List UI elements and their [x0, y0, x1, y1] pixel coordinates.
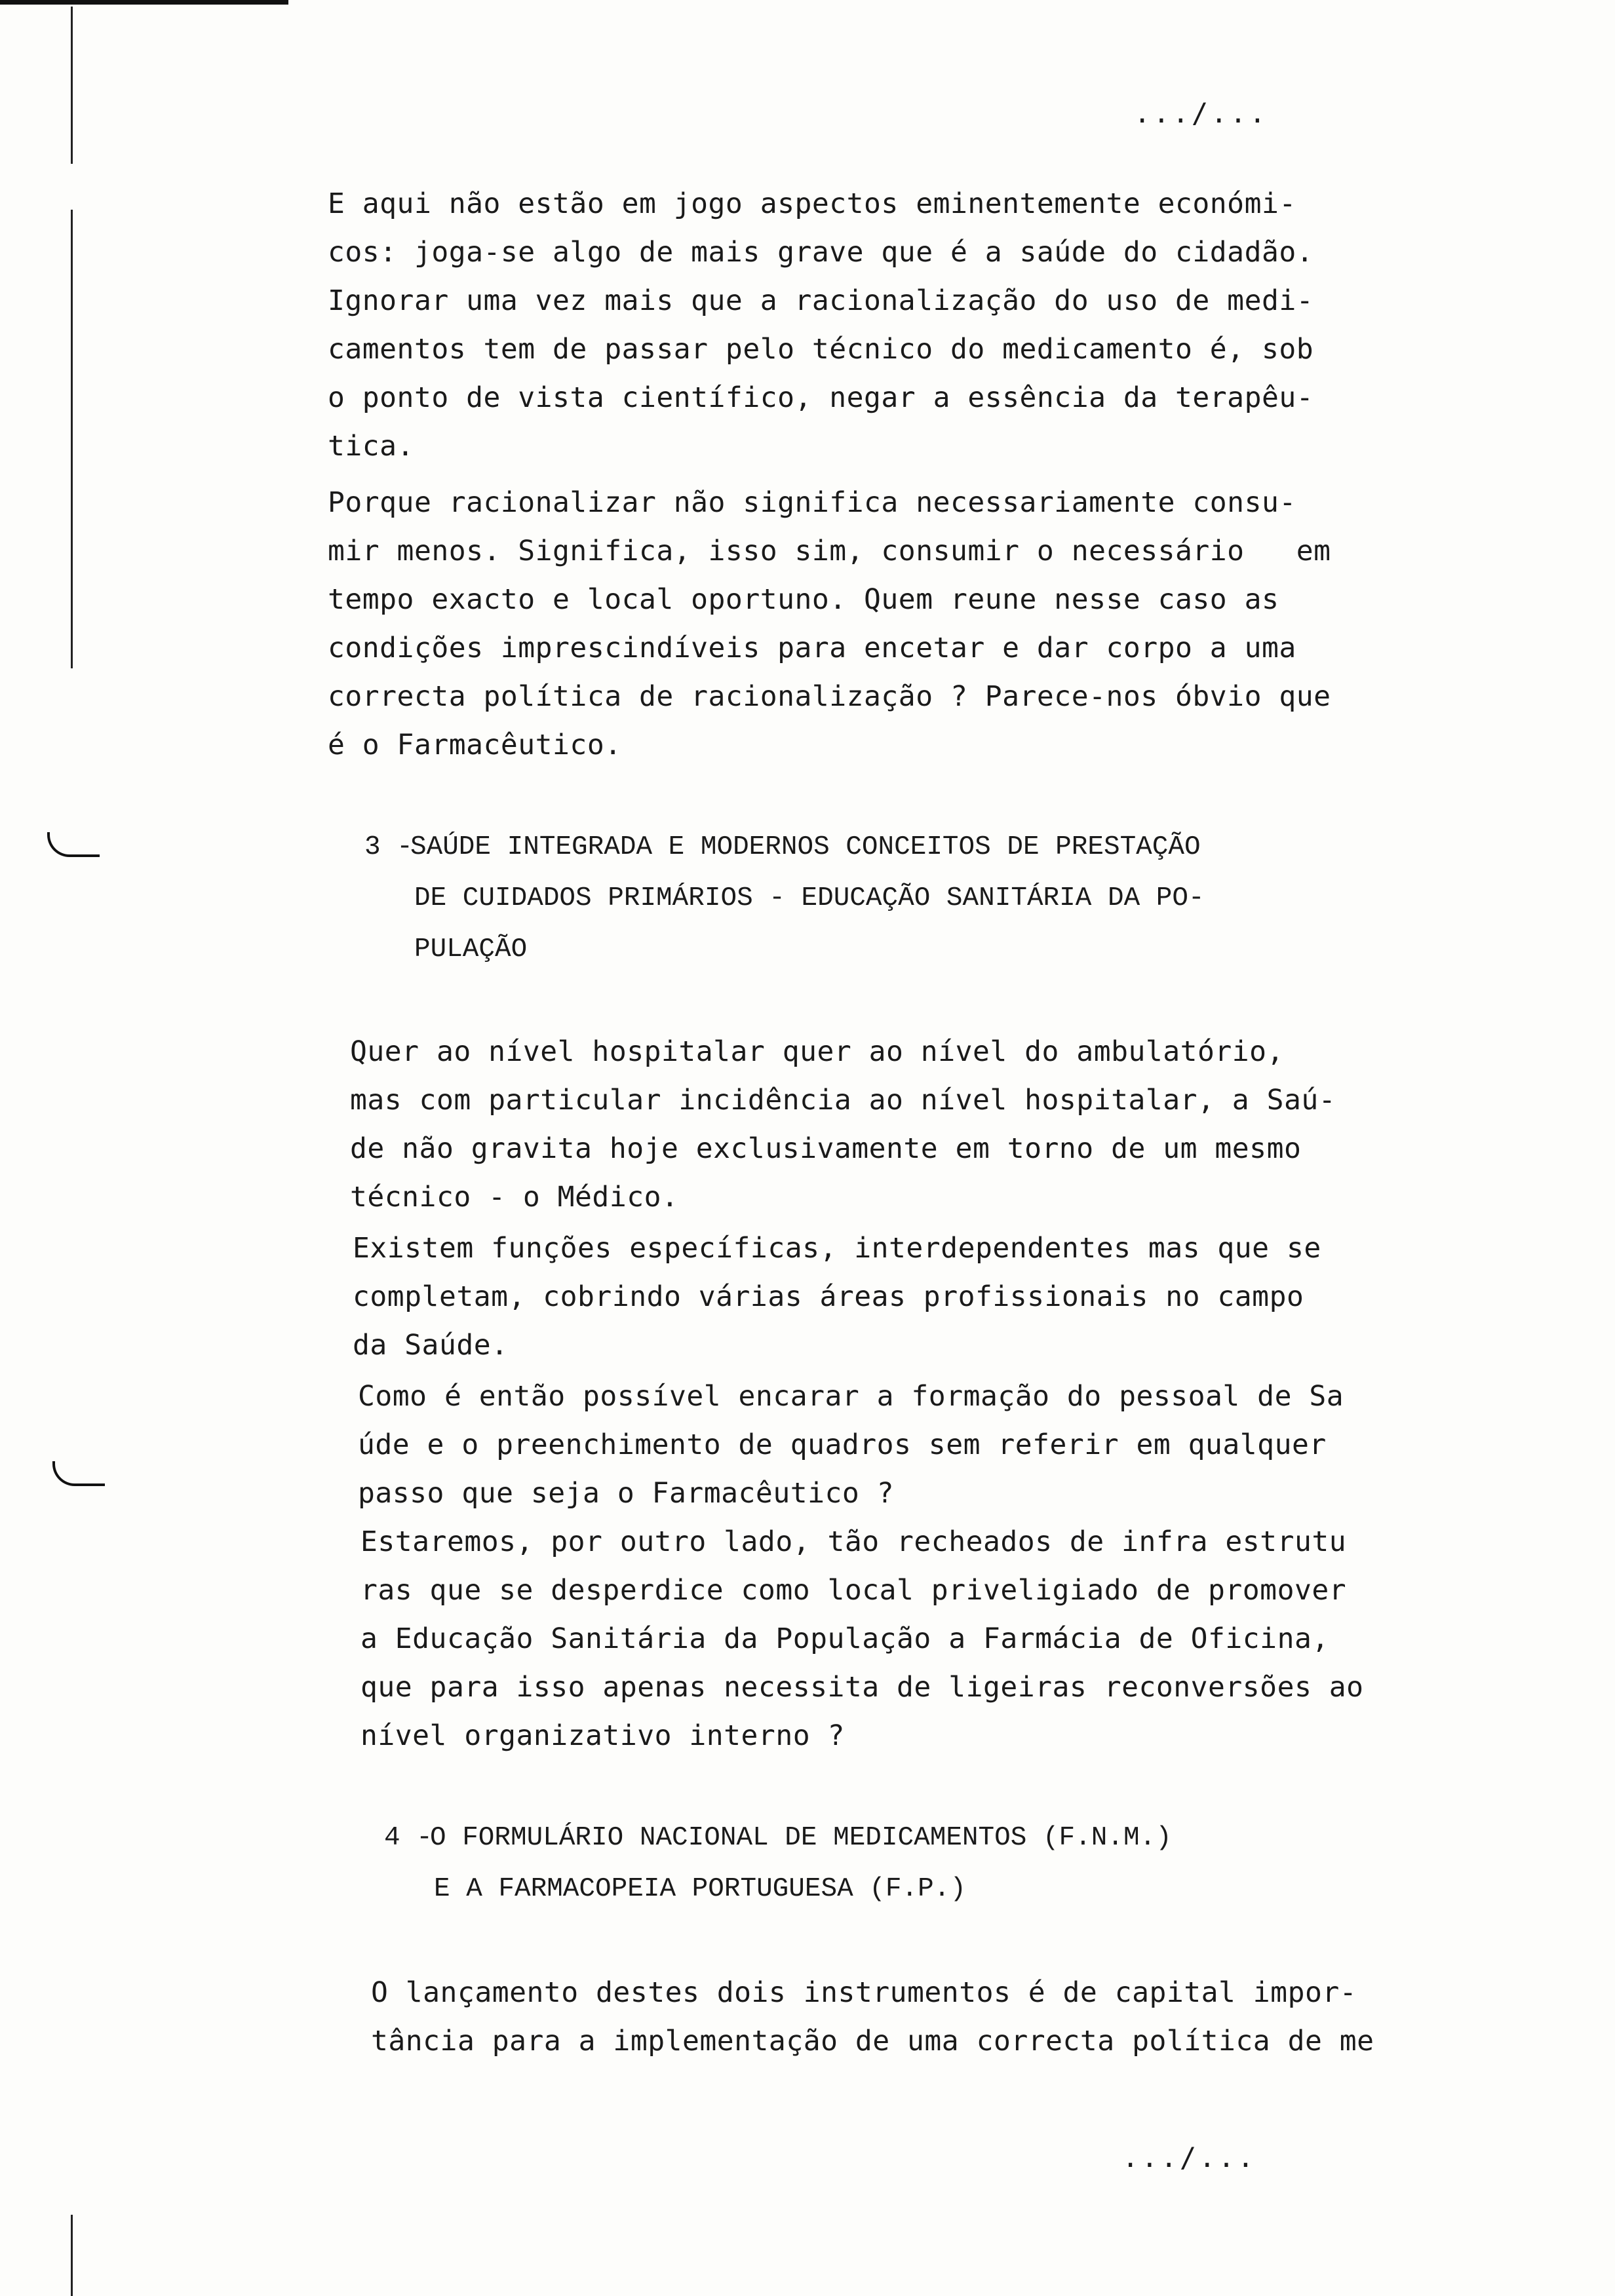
margin-rule: [71, 2215, 73, 2296]
paragraph-5: [358, 1372, 1407, 1518]
text-line: correcta política de racionalização ? Parece-nos óbvio que: [328, 680, 1331, 713]
text-line: Como é então possível encarar a formação do pessoal de Sa: [358, 1380, 1344, 1413]
section-heading-3: [364, 822, 1205, 975]
text-line: condições imprescindíveis para encetar e dar corpo a uma: [328, 632, 1296, 664]
section-number: 3 -: [364, 832, 413, 862]
binding-mark: [47, 832, 89, 857]
paragraph-6: [360, 1518, 1409, 1760]
heading-line: E A FARMACOPEIA PORTUGUESA (F.P.): [434, 1874, 966, 1904]
text-line: mas com particular incidência ao nível hospitalar, a Saú-: [350, 1084, 1336, 1117]
text-line: a Educação Sanitária da População a Farmácia de Oficina,: [360, 1622, 1329, 1655]
text-line: úde e o preenchimento de quadros sem referir em qualquer: [358, 1428, 1327, 1461]
text-line: é o Farmacêutico.: [328, 729, 622, 761]
margin-rule: [71, 210, 73, 668]
paragraph-1: [328, 180, 1376, 470]
text-line: Porque racionalizar não significa necessariamente consu-: [328, 486, 1296, 519]
text-line: tica.: [328, 430, 414, 463]
text-line: de não gravita hoje exclusivamente em torno de um mesmo: [350, 1132, 1302, 1165]
paragraph-4: [353, 1224, 1401, 1369]
paragraph-7: [371, 1968, 1420, 2065]
text-line: ras que se desperdice como local priveligiado de promover: [360, 1574, 1347, 1607]
text-line: técnico - o Médico.: [350, 1181, 679, 1214]
section-heading-4: [384, 1812, 1172, 1915]
paragraph-2: [328, 478, 1376, 769]
continuation-mark-top: .../...: [1134, 97, 1269, 129]
text-line: E aqui não estão em jogo aspectos eminentemente económi-: [328, 187, 1296, 220]
heading-line: DE CUIDADOS PRIMÁRIOS - EDUCAÇÃO SANITÁRIA DA PO-: [414, 883, 1205, 913]
text-line: o ponto de vista científico, negar a essência da terapêu-: [328, 381, 1314, 414]
text-line: O lançamento destes dois instrumentos é de capital impor-: [371, 1976, 1357, 2009]
heading-line: PULAÇÃO: [414, 934, 528, 965]
binding-mark: [52, 1461, 94, 1486]
text-line: Estaremos, por outro lado, tão recheados de infra estrutu: [360, 1525, 1347, 1558]
heading-line: O FORMULÁRIO NACIONAL DE MEDICAMENTOS (F.N.M.): [430, 1823, 1172, 1853]
continuation-mark-bottom: .../...: [1122, 2141, 1257, 2173]
text-line: completam, cobrindo várias áreas profissionais no campo: [353, 1280, 1304, 1313]
text-line: mir menos. Significa, isso sim, consumir o necessário em: [328, 535, 1331, 567]
text-line: camentos tem de passar pelo técnico do medicamento é, sob: [328, 333, 1314, 366]
text-line: cos: joga-se algo de mais grave que é a saúde do cidadão.: [328, 236, 1314, 269]
text-line: Quer ao nível hospitalar quer ao nível do ambulatório,: [350, 1035, 1284, 1068]
text-line: que para isso apenas necessita de ligeiras reconversões ao: [360, 1671, 1364, 1704]
text-line: nível organizativo interno ?: [360, 1719, 845, 1752]
text-line: passo que seja o Farmacêutico ?: [358, 1477, 895, 1510]
text-line: tância para a implementação de uma correcta política de me: [371, 2025, 1374, 2057]
section-number: 4 -: [384, 1823, 433, 1853]
text-line: Existem funções específicas, interdependentes mas que se: [353, 1232, 1321, 1265]
margin-rule: [71, 7, 73, 164]
heading-line: SAÚDE INTEGRADA E MODERNOS CONCEITOS DE PRESTAÇÃO: [410, 832, 1201, 862]
text-line: Ignorar uma vez mais que a racionalização do uso de medi-: [328, 284, 1314, 317]
scan-top-edge: [0, 0, 288, 5]
text-line: tempo exacto e local oportuno. Quem reune nesse caso as: [328, 583, 1279, 616]
paragraph-3: [350, 1027, 1399, 1221]
text-line: da Saúde.: [353, 1329, 509, 1362]
